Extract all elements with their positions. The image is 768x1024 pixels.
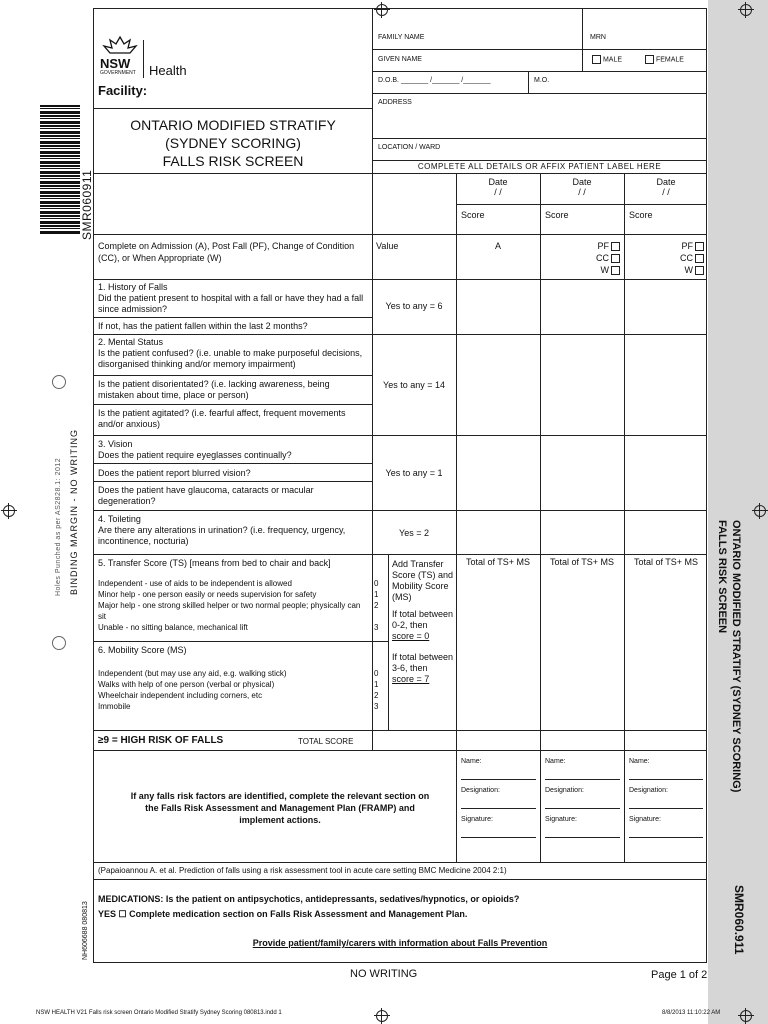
mo-label: M.O. — [534, 77, 550, 84]
history-title: 1. History of Falls — [98, 282, 168, 292]
transfer-score: 1 — [374, 590, 379, 599]
file-info: NSW HEALTH V21 Falls risk screen Ontario Modified Stratify Sydney Scoring 080813.indd 1 — [36, 1010, 282, 1016]
toileting-value: Yes = 2 — [399, 528, 429, 538]
date-slash: / / — [494, 187, 502, 197]
toileting-q1: Are there any alterations in urination? (i.e. frequency, urgency, incontinence, nocturia) — [98, 525, 346, 546]
registration-mark — [740, 4, 752, 16]
name-label: Name: — [545, 758, 566, 765]
if-total-2: If total between 3-6, then — [392, 652, 454, 673]
signature-label: Signature: — [545, 816, 577, 823]
facility-label: Facility: — [98, 83, 148, 98]
signature-line — [461, 825, 536, 838]
mobility-item: Independent (but may use any aid, e.g. walking stick) — [98, 669, 287, 678]
location-label: LOCATION / WARD — [378, 144, 441, 151]
name-line — [629, 767, 703, 780]
score-col-3: Score — [629, 210, 653, 220]
punch-hole — [52, 375, 66, 389]
mobility-items — [98, 668, 363, 712]
small-code: NH606688 080813 — [82, 901, 89, 960]
mental-q1: Is the patient confused? (i.e. unable to make purposeful decisions, disorganised thinking and/or memory impairment) — [98, 348, 363, 369]
transfer-score: 2 — [374, 601, 379, 610]
pf-label: PF — [597, 241, 609, 251]
designation-line — [545, 796, 620, 809]
designation-label: Designation: — [461, 787, 500, 794]
add-transfer-text: Add Transfer Score (TS) and Mobility Score (MS) — [392, 559, 454, 602]
condition-checkboxes-2[interactable] — [540, 240, 620, 276]
cc-label: CC — [680, 253, 693, 263]
history-q1: Did the patient present to hospital with a fall or have they had a fall since admission? — [98, 293, 364, 314]
instructions: Complete on Admission (A), Post Fall (PF), Change of Condition (CC), or When Appropriate (W) — [98, 241, 355, 263]
cc-label: CC — [596, 253, 609, 263]
no-writing-footer: NO WRITING — [350, 968, 418, 980]
history-value: Yes to any = 6 — [385, 301, 443, 311]
date-label: Date — [656, 177, 676, 187]
registration-mark — [754, 505, 766, 517]
mental-section — [98, 337, 368, 370]
mental-title: 2. Mental Status — [98, 337, 164, 347]
side-title-1: ONTARIO MODIFIED STRATIFY (SYDNEY SCORING) — [730, 520, 742, 793]
date-col-2 — [540, 177, 624, 197]
complete-all-text: COMPLETE ALL DETAILS OR AFFIX PATIENT LABEL HERE — [417, 162, 662, 171]
date-slash: / / — [578, 187, 586, 197]
mental-q3: Is the patient agitated? (i.e. fearful affect, frequent movements and/or anxious) — [98, 408, 346, 429]
form-title-line-2: (SYDNEY SCORING) — [165, 135, 301, 151]
mobility-score: 0 — [374, 669, 379, 678]
signature-label: Signature: — [461, 816, 493, 823]
signature-label: Signature: — [629, 816, 661, 823]
female-checkbox[interactable] — [643, 55, 684, 64]
total-ts-ms-3: Total of TS+ MS — [633, 557, 699, 567]
mobility-item: Wheelchair independent including corners, etc — [98, 691, 263, 700]
reference-text: (Papaioannou A. et al. Prediction of falls using a risk assessment tool in acute care setting BMC Medicine 2004 2:1) — [98, 866, 507, 875]
date-slash: / / — [662, 187, 670, 197]
address-label: ADDRESS — [378, 99, 412, 106]
mobility-title: 6. Mobility Score (MS) — [98, 645, 187, 655]
toileting-section — [98, 514, 368, 547]
signoff-3[interactable] — [629, 756, 703, 838]
form-title-line-3: FALLS RISK SCREEN — [162, 153, 304, 169]
female-label: FEMALE — [655, 56, 684, 64]
file-date: 8/8/2013 11:10:22 AM — [662, 1010, 721, 1016]
logo-divider — [143, 40, 144, 78]
transfer-item: Independent - use of aids to be independent is allowed — [98, 579, 292, 588]
vision-section — [98, 439, 368, 461]
given-name-label: GIVEN NAME — [378, 56, 422, 63]
transfer-item: Minor help - one person easily or needs supervision for safety — [98, 590, 317, 599]
male-checkbox[interactable] — [590, 55, 622, 64]
medications-yes[interactable]: YES ☐ Complete medication section on Falls Risk Assessment and Management Plan. — [98, 909, 468, 919]
name-line — [461, 767, 536, 780]
w-label: W — [684, 265, 693, 275]
date-label: Date — [572, 177, 592, 187]
signature-line — [629, 825, 703, 838]
binding-margin-text: BINDING MARGIN - NO WRITING — [69, 429, 79, 595]
transfer-score: 3 — [374, 623, 379, 632]
registration-mark — [740, 1010, 752, 1022]
vision-value: Yes to any = 1 — [385, 468, 443, 478]
date-col-1 — [456, 177, 540, 197]
condition-checkboxes-3[interactable] — [624, 240, 704, 276]
designation-label: Designation: — [545, 787, 584, 794]
male-label: MALE — [602, 56, 623, 64]
vision-q2: Does the patient report blurred vision? — [98, 468, 251, 478]
transfer-items — [98, 578, 363, 633]
page-number: Page 1 of 2 — [651, 969, 708, 981]
mrn-label: MRN — [590, 34, 606, 41]
nsw-waratah-logo — [100, 35, 140, 57]
value-header: Value — [376, 241, 399, 251]
name-label: Name: — [461, 758, 482, 765]
registration-mark — [3, 505, 15, 517]
name-line — [545, 767, 620, 780]
mobility-item: Walks with help of one person (verbal or physical) — [98, 680, 275, 689]
score-col-2: Score — [545, 210, 569, 220]
name-label: Name: — [629, 758, 650, 765]
mobility-score: 2 — [374, 691, 379, 700]
mobility-score: 1 — [374, 680, 379, 689]
health-label: Health — [149, 63, 187, 78]
designation-label: Designation: — [629, 787, 668, 794]
mental-q2: Is the patient disorientated? (i.e. lacking awareness, being mistaken about time, place or person) — [98, 379, 330, 400]
total-ts-ms-1: Total of TS+ MS — [465, 557, 531, 567]
punch-hole — [52, 636, 66, 650]
vision-q3: Does the patient have glaucoma, cataracts or macular degeneration? — [98, 485, 314, 506]
side-code: SMR060.911 — [732, 885, 746, 955]
history-section — [98, 282, 368, 315]
score-0: score = 0 — [392, 631, 430, 641]
add-transfer-instruction — [392, 559, 454, 685]
mobility-scores — [374, 668, 378, 712]
total-score-label: TOTAL SCORE — [298, 737, 354, 746]
logo-text: NSW — [100, 56, 131, 71]
high-risk-label: ≥9 = HIGH RISK OF FALLS — [98, 735, 224, 746]
if-total-1: If total between 0-2, then — [392, 609, 454, 630]
holes-punched-text: Holes Punched as per AS2828.1: 2012 — [55, 457, 62, 596]
family-name-label: FAMILY NAME — [378, 34, 425, 41]
date-label: Date — [488, 177, 508, 187]
total-ts-ms-2: Total of TS+ MS — [549, 557, 615, 567]
registration-mark — [376, 1010, 388, 1022]
mobility-item: Immobile — [98, 702, 131, 711]
barcode-code: SMR060911 — [80, 169, 94, 240]
dob-field[interactable]: D.O.B. _______ /_______ /_______ — [378, 77, 491, 84]
transfer-score: 0 — [374, 579, 379, 588]
form-title — [93, 116, 373, 170]
signoff-2[interactable] — [545, 756, 620, 838]
transfer-title: 5. Transfer Score (TS) [means from bed to chair and back] — [98, 558, 331, 568]
vision-q1: Does the patient require eyeglasses continually? — [98, 450, 292, 460]
score-col-1: Score — [461, 210, 485, 220]
designation-line — [629, 796, 703, 809]
designation-line — [461, 796, 536, 809]
w-label: W — [600, 265, 609, 275]
transfer-scores — [374, 578, 378, 633]
history-q2: If not, has the patient fallen within the last 2 months? — [98, 321, 308, 331]
mental-value: Yes to any = 14 — [383, 380, 445, 390]
transfer-item: Unable - no sitting balance, mechanical lift — [98, 623, 248, 632]
signature-line — [545, 825, 620, 838]
score-7: score = 7 — [392, 674, 430, 684]
framp-action: If any falls risk factors are identified, complete the relevant section on the Falls Risk Assessment and Management Plan (FRAMP) and implement actions. — [130, 791, 430, 825]
side-title-2: FALLS RISK SCREEN — [716, 520, 728, 634]
admission-col: A — [494, 241, 501, 251]
provide-info: Provide patient/family/carers with information about Falls Prevention — [252, 938, 548, 948]
mobility-score: 3 — [374, 702, 379, 711]
medications-question: MEDICATIONS: Is the patient on antipsychotics, antidepressants, sedatives/hypnotics, or opioids? — [98, 894, 520, 904]
barcode — [40, 105, 80, 235]
vision-title: 3. Vision — [98, 439, 133, 449]
signoff-1[interactable] — [461, 756, 536, 838]
date-col-3 — [624, 177, 708, 197]
form-title-line-1: ONTARIO MODIFIED STRATIFY — [130, 117, 336, 133]
transfer-item: Major help - one strong skilled helper or two normal people; physically can sit — [98, 601, 361, 621]
logo-sub: GOVERNMENT — [100, 70, 136, 76]
toileting-title: 4. Toileting — [98, 514, 141, 524]
pf-label: PF — [681, 241, 693, 251]
